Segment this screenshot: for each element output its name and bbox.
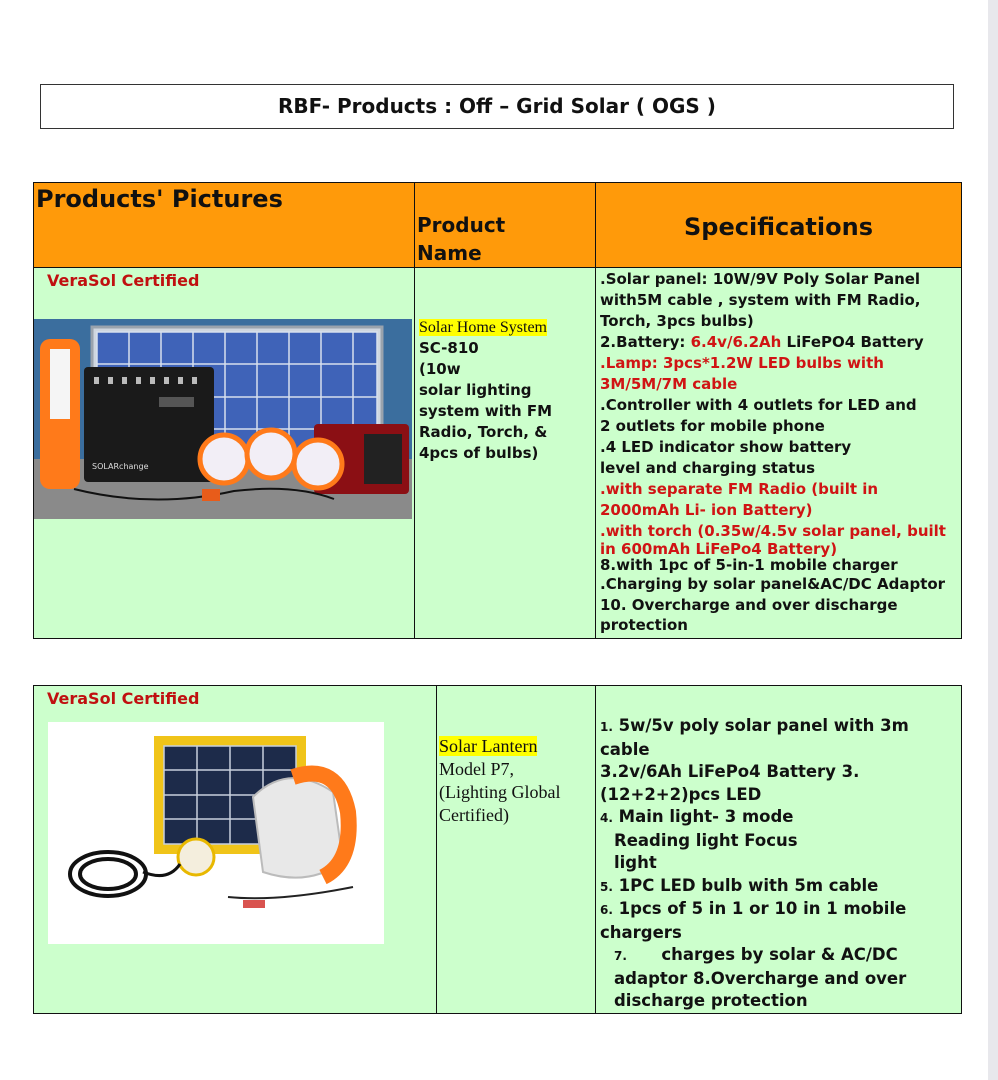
- torch-lens: [50, 349, 70, 419]
- header-pictures: [34, 183, 415, 268]
- header-product-name: [415, 183, 596, 268]
- spec-line: 2 outlets for mobile phone: [600, 417, 825, 435]
- spec-text: cable: [600, 739, 650, 759]
- spec-line: .Charging by solar panel&AC/DC Adaptor: [600, 575, 946, 593]
- spec-line: .4 LED indicator show battery: [600, 438, 852, 456]
- product2-image: [48, 722, 384, 944]
- spec-text: adaptor 8.Overcharge and over: [614, 968, 907, 988]
- page-title: RBF- Products : Off – Grid Solar ( OGS ): [40, 84, 954, 129]
- spec-line: .Lamp: 3pcs*1.2W LED bulbs with: [600, 354, 884, 372]
- header-name-line2: Name: [417, 241, 482, 265]
- led-bulb-2: [247, 430, 295, 478]
- product2-picture-cell: [34, 686, 437, 1014]
- header-pictures-label: Products' Pictures: [36, 185, 283, 213]
- spec-text: discharge protection: [614, 991, 808, 1010]
- product-row-2: [34, 686, 962, 1014]
- spec-line: [600, 968, 959, 991]
- spec-text: (12+2+2)pcs LED: [600, 784, 762, 804]
- product-table-2: [33, 685, 962, 1014]
- spec-line: 10. Overcharge and over discharge: [600, 596, 898, 614]
- product1-brand-text: SOLARchange: [92, 462, 149, 471]
- spec-text: Reading light Focus: [614, 830, 798, 850]
- spec-text: 1PC LED bulb with 5m cable: [612, 875, 879, 895]
- spec-line: [600, 898, 959, 922]
- spec-text: Main light- 3 mode: [612, 807, 794, 826]
- product2-name-line4: Certified): [439, 805, 509, 825]
- product-table-1: [33, 182, 962, 639]
- led-bulb-1: [200, 435, 248, 483]
- spec-text: light: [614, 853, 657, 872]
- spec-line: [600, 922, 959, 945]
- product-row-1: [34, 268, 962, 639]
- led-bulb-3: [294, 440, 342, 488]
- product1-spec-cell: [596, 268, 962, 639]
- product2-name-line1: Solar Lantern: [439, 736, 538, 756]
- control-box-display: [159, 397, 194, 407]
- spec-number: 5.: [600, 879, 613, 894]
- spec-line: [600, 761, 959, 784]
- spec-line: [600, 806, 959, 830]
- scrollbar[interactable]: [988, 0, 998, 1080]
- spec-line: .with torch (0.35w/4.5v solar panel, built: [600, 522, 946, 540]
- spec-line: Torch, 3pcs bulbs): [600, 312, 754, 330]
- product1-picture-cell: [34, 268, 415, 639]
- spec-line: [600, 944, 959, 968]
- cable-plug: [202, 489, 220, 501]
- lantern-bulb: [178, 839, 214, 875]
- spec-line: with5M cable , system with FM Radio,: [600, 291, 921, 309]
- spec-line: in 600mAh LiFePo4 Battery): [600, 540, 838, 558]
- fm-radio-keypad: [364, 434, 402, 484]
- spec-text: charges by solar & AC/DC: [626, 945, 898, 964]
- spec-line: [600, 875, 959, 899]
- spec-text: 5w/5v poly solar panel with 3m: [612, 716, 909, 735]
- charger-plug: [243, 900, 265, 908]
- spec-line: [600, 830, 959, 853]
- spec-number: 4.: [600, 811, 613, 825]
- product2-specs: [596, 686, 961, 1013]
- spec-line: .Solar panel: 10W/9V Poly Solar Panel: [600, 270, 921, 288]
- spec-line: [600, 990, 959, 1013]
- spec-line: .with separate FM Radio (built in: [600, 480, 879, 498]
- header-row: [34, 183, 962, 268]
- product2-name: [437, 686, 595, 827]
- spec-line: [600, 739, 959, 762]
- header-name-label: [415, 183, 595, 267]
- spec-line: 8.with 1pc of 5-in-1 mobile charger: [600, 556, 898, 574]
- spec-line: 2000mAh Li- ion Battery): [600, 501, 813, 519]
- product1-name-line6: Radio, Torch, &: [419, 423, 548, 441]
- product1-name-line3: (10w: [419, 360, 461, 378]
- header-specifications: [596, 183, 962, 268]
- spec-line: level and charging status: [600, 459, 815, 477]
- product2-name-line2: Model P7,: [439, 759, 515, 779]
- spec-number: 7.: [614, 949, 627, 963]
- spec-line: protection: [600, 616, 688, 634]
- spec-line: 3M/5M/7M cable: [600, 375, 738, 393]
- product1-name: [415, 268, 595, 464]
- product2-name-cell: [437, 686, 596, 1014]
- product1-name-line1: Solar Home System: [419, 319, 547, 336]
- spec-number: 1.: [600, 720, 613, 734]
- spec-line: .Controller with 4 outlets for LED and: [600, 396, 917, 414]
- spec-line: [600, 852, 959, 875]
- spec-text: chargers: [600, 922, 682, 942]
- product1-certification: VeraSol Certified: [47, 271, 200, 290]
- spec-number: 6.: [600, 903, 613, 917]
- product2-spec-cell: [596, 686, 962, 1014]
- product1-name-line7: 4pcs of bulbs): [419, 444, 539, 462]
- product1-name-line4: solar lighting: [419, 381, 532, 399]
- product2-certification: VeraSol Certified: [47, 689, 200, 708]
- product1-name-cell: [415, 268, 596, 639]
- spec-line-battery: 2.Battery: 6.4v/6.2Ah LiFePO4 Battery: [600, 333, 924, 351]
- spec-line: [600, 784, 959, 807]
- product2-name-line3: (Lighting Global: [439, 782, 561, 802]
- header-name-line1: Product: [417, 213, 506, 237]
- product1-image: [34, 319, 412, 529]
- product1-specs: [596, 268, 961, 634]
- spec-line: [600, 715, 959, 739]
- spec-text: 1pcs of 5 in 1 or 10 in 1 mobile: [612, 899, 907, 918]
- product1-name-line5: system with FM: [419, 402, 553, 420]
- header-spec-label: Specifications: [684, 213, 873, 241]
- product1-name-line2: SC-810: [419, 339, 479, 357]
- spec-text: 3.2v/6Ah LiFePo4 Battery 3.: [600, 762, 860, 781]
